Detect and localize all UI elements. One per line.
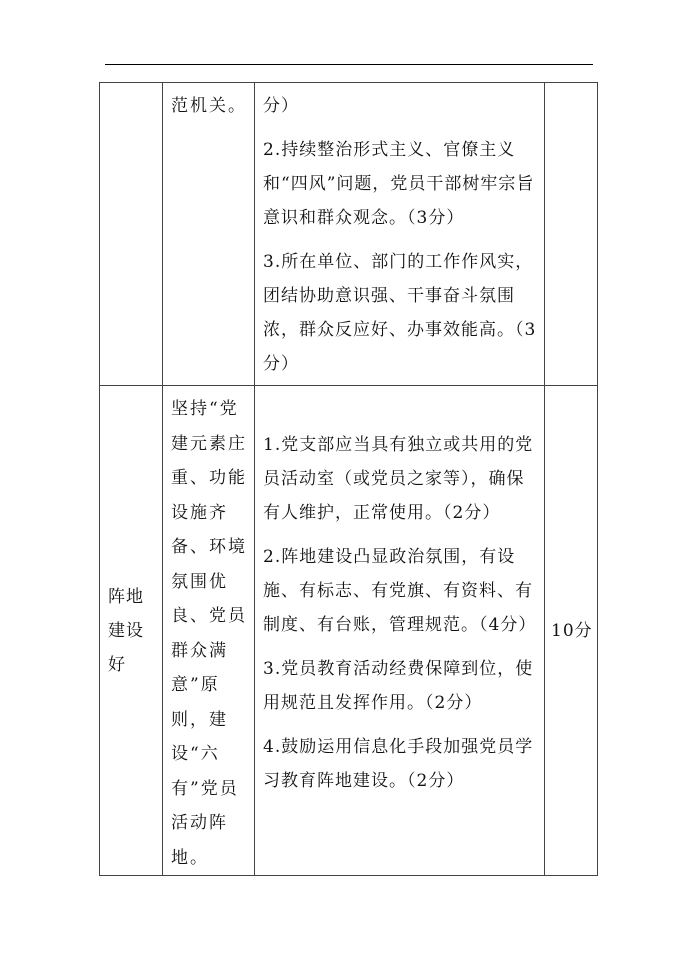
table-row bbox=[100, 386, 598, 876]
principle-cell bbox=[163, 83, 255, 386]
category-cell bbox=[100, 386, 163, 876]
criteria-cell bbox=[255, 83, 545, 386]
criteria-item: 2.阵地建设凸显政治氛围，有设施、有标志、有党旗、有资料、有制度、有台账，管理规范。（4分） bbox=[263, 547, 537, 635]
criteria-item: 2.持续整治形式主义、官僚主义和“四风”问题，党员干部树牢宗旨意识和群众观念。（3分） bbox=[263, 140, 535, 228]
criteria-item: 3.党员教育活动经费保障到位，使用规范且发挥作用。（2分） bbox=[263, 659, 534, 713]
criteria-item: 4.鼓励运用信息化手段加强党员学习教育阵地建设。（2分） bbox=[263, 737, 534, 791]
category-name: 阵地建设好 bbox=[108, 586, 144, 675]
principle-cell bbox=[163, 386, 255, 876]
principle-text: 范机关。 bbox=[171, 96, 247, 116]
criteria-item: 3.所在单位、部门的工作作风实，团结协助意识强、干事奋斗氛围浓，群众反应好、办事效能高。（3分） bbox=[263, 252, 537, 374]
evaluation-table bbox=[99, 82, 598, 876]
category-cell bbox=[100, 83, 163, 386]
criteria-cell bbox=[255, 386, 545, 876]
header-rule bbox=[105, 64, 593, 65]
criteria-item: 1.党支部应当具有独立或共用的党员活动室（或党员之家等），确保有人维护，正常使用。（2分） bbox=[263, 435, 534, 523]
score-value: 10分 bbox=[551, 620, 593, 641]
table-row bbox=[100, 83, 598, 386]
score-cell bbox=[545, 386, 598, 876]
principle-text: 坚持“党建元素庄重、功能设施齐备、环境氛围优良、党员群众满意”原则，建设“六有”党员活动阵地。 bbox=[171, 399, 247, 868]
score-cell bbox=[545, 83, 598, 386]
criteria-item: 分） bbox=[263, 96, 299, 116]
